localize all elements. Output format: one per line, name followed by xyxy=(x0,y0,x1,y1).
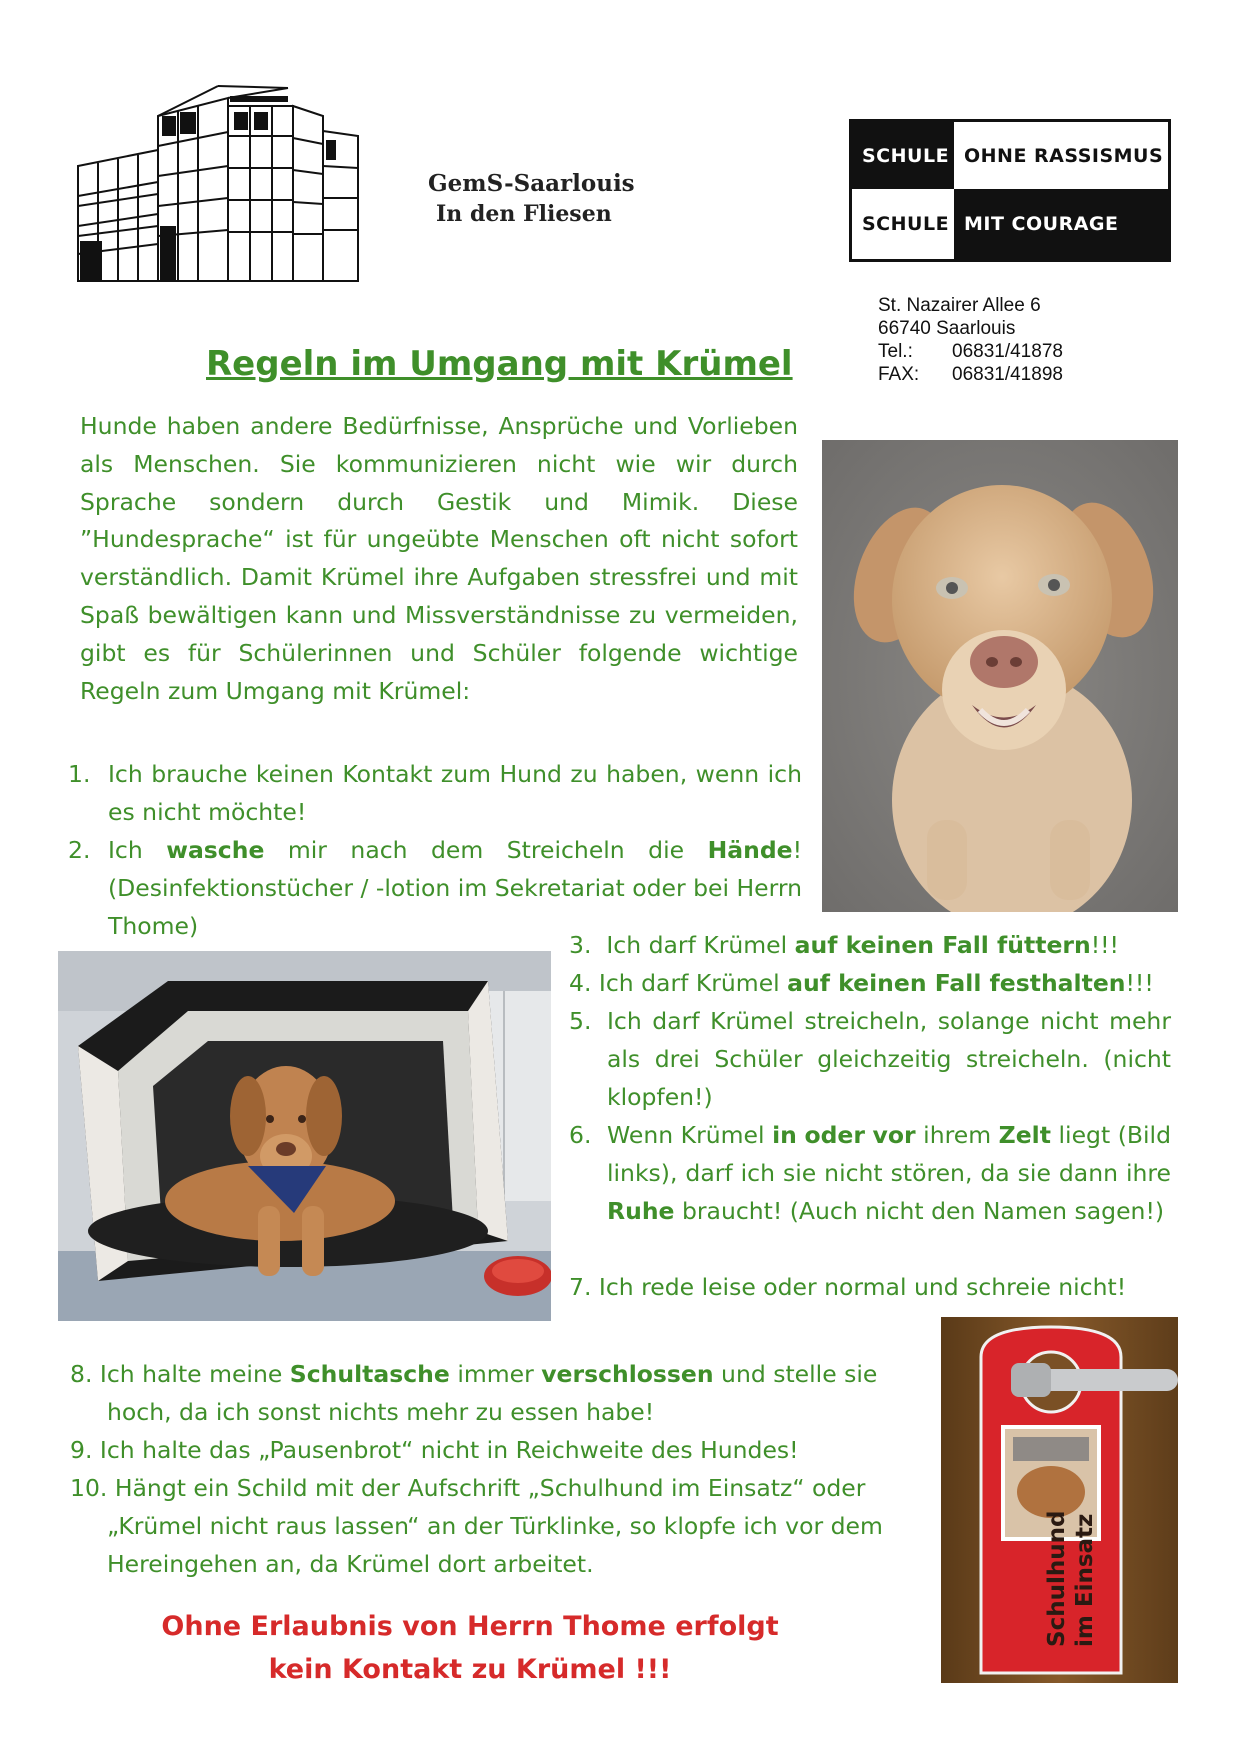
fax-number: 06831/41898 xyxy=(952,364,1063,385)
rule-text: Wenn Krümel xyxy=(607,1121,773,1149)
badge-row2-right: MIT COURAGE xyxy=(954,189,1168,259)
rule-emphasis: Schultasche xyxy=(289,1360,450,1388)
rule-number: 8. xyxy=(70,1360,93,1388)
rule-3 xyxy=(569,927,1171,965)
school-building-logo xyxy=(68,76,368,290)
rule-text: Ich halte das „Pausenbrot“ nicht in Reichweite des Hundes! xyxy=(99,1436,799,1464)
rule-emphasis: Hände xyxy=(707,836,793,864)
address-street: St. Nazairer Allee 6 xyxy=(878,295,1041,316)
dog-portrait-illustration xyxy=(822,440,1178,912)
rule-number: 7. xyxy=(569,1273,592,1301)
badge-row2-left: SCHULE xyxy=(852,189,954,259)
rule-text: ihrem xyxy=(915,1121,999,1149)
dog-in-tent-photo xyxy=(58,951,551,1321)
tel-label: Tel.: xyxy=(878,341,913,362)
rule-emphasis: Zelt xyxy=(998,1121,1051,1149)
rule-text: Ich halte meine xyxy=(99,1360,290,1388)
rule-text: mir nach dem Streicheln die xyxy=(264,836,708,864)
rule-text: immer xyxy=(449,1360,542,1388)
tel-number: 06831/41878 xyxy=(952,341,1063,362)
rule-9 xyxy=(70,1432,906,1470)
dog-in-tent-illustration xyxy=(58,951,551,1321)
rule-number: 10. xyxy=(70,1474,108,1502)
rule-text: Ich rede leise oder normal und schreie nicht! xyxy=(598,1273,1127,1301)
badge-row1-right: OHNE RASSISMUS xyxy=(954,122,1168,189)
rule-emphasis: Ruhe xyxy=(607,1196,675,1225)
rule-number: 9. xyxy=(70,1436,93,1464)
rule-emphasis: auf keinen Fall festhalten xyxy=(787,969,1126,997)
rule-text: und stelle sie hoch, da ich sonst nichts mehr zu essen habe! xyxy=(107,1360,878,1426)
rule-text xyxy=(865,1121,873,1149)
schule-ohne-rassismus-badge xyxy=(849,119,1171,262)
address-city: 66740 Saarlouis xyxy=(878,318,1016,339)
rule-text: !!! xyxy=(1090,931,1119,959)
rule-1 xyxy=(68,756,802,832)
rule-5 xyxy=(569,1003,1171,1116)
rule-7 xyxy=(569,1269,1171,1307)
school-name: GemS-Saarlouis xyxy=(428,170,635,197)
rule-8 xyxy=(70,1356,906,1432)
rule-number: 4. xyxy=(569,969,592,997)
fax-label: FAX: xyxy=(878,364,920,385)
door-sign-text xyxy=(1043,1457,1099,1647)
rule-text: Ich brauche keinen Kontakt zum Hund zu haben, wenn ich es nicht möchte! xyxy=(108,760,802,826)
rule-4 xyxy=(569,965,1171,1003)
rule-text: !!! xyxy=(1125,969,1154,997)
rule-emphasis: auf keinen Fall füttern xyxy=(794,931,1091,959)
intro-paragraph: Hunde haben andere Bedürfnisse, Ansprüche und Vorlieben als Menschen. Sie kommunizieren nicht wie wir durch Sprache sondern durch Gestik und Mimik. Diese ”Hundesprache“ ist für ungeübte Menschen oft nicht sofort verständlich. Damit Krümel ihre Aufgaben stressfrei und mit Spaß bewältigen kann und Missverständnisse zu vermeiden, gibt es für Schülerinnen und Schüler folgende wichtige Regeln zum Umgang mit Krümel: xyxy=(80,412,798,705)
closing-statement xyxy=(150,1605,790,1691)
rule-number: 3. xyxy=(569,931,592,959)
rule-text: Ich darf Krümel streicheln, solange nicht mehr als drei Schüler gleichzeitig streicheln. (nicht klopfen!) xyxy=(607,1007,1171,1111)
rule-number: 5. xyxy=(569,1007,592,1035)
rule-text: liegt (Bild links), darf ich sie nicht stören, da sie dann ihre xyxy=(607,1121,1172,1187)
closing-line1: Ohne Erlaubnis von Herrn Thome erfolgt xyxy=(161,1611,779,1642)
address-fax-line xyxy=(878,363,1063,386)
school-street: In den Fliesen xyxy=(436,201,612,227)
rule-emphasis: in xyxy=(772,1121,797,1149)
rule-emphasis: verschlossen xyxy=(541,1360,714,1388)
door-sign-line1: Schulhund xyxy=(1044,1510,1070,1647)
rule-6 xyxy=(569,1117,1171,1230)
rule-text: Ich darf Krümel xyxy=(606,931,795,959)
badge-row1-left: SCHULE xyxy=(852,122,954,189)
rule-10 xyxy=(70,1470,906,1583)
rule-number: 6. xyxy=(569,1121,592,1149)
rule-text: braucht! (Auch nicht den Namen sagen!) xyxy=(674,1196,1165,1225)
rule-text: Ich xyxy=(108,836,167,864)
door-sign-photo xyxy=(941,1317,1178,1683)
dog-portrait-photo xyxy=(822,440,1178,912)
rule-text: Ich darf Krümel xyxy=(598,969,788,997)
rule-text: ! (Desinfektionstücher / -lotion im Sekretariat oder bei Herrn Thome) xyxy=(108,836,802,940)
rule-text: Hängt ein Schild mit der Aufschrift „Schulhund im Einsatz“ oder „Krümel nicht raus lassen“ an der Türklinke, so klopfe ich vor dem Hereingehen an, da Krümel dort arbeitet. xyxy=(107,1474,883,1578)
school-name-block xyxy=(428,168,635,230)
rule-emphasis: vor xyxy=(872,1121,916,1149)
school-address xyxy=(878,294,1063,386)
address-tel-line xyxy=(878,340,1063,363)
door-sign-line2: im Einsatz xyxy=(1072,1513,1098,1647)
rule-number: 2. xyxy=(68,836,91,864)
rule-number: 1. xyxy=(68,760,91,788)
page-title: Regeln im Umgang mit Krümel xyxy=(206,344,793,384)
rule-emphasis: oder xyxy=(804,1121,865,1149)
closing-line2: kein Kontakt zu Krümel !!! xyxy=(268,1654,672,1685)
rule-emphasis: wasche xyxy=(166,836,265,864)
